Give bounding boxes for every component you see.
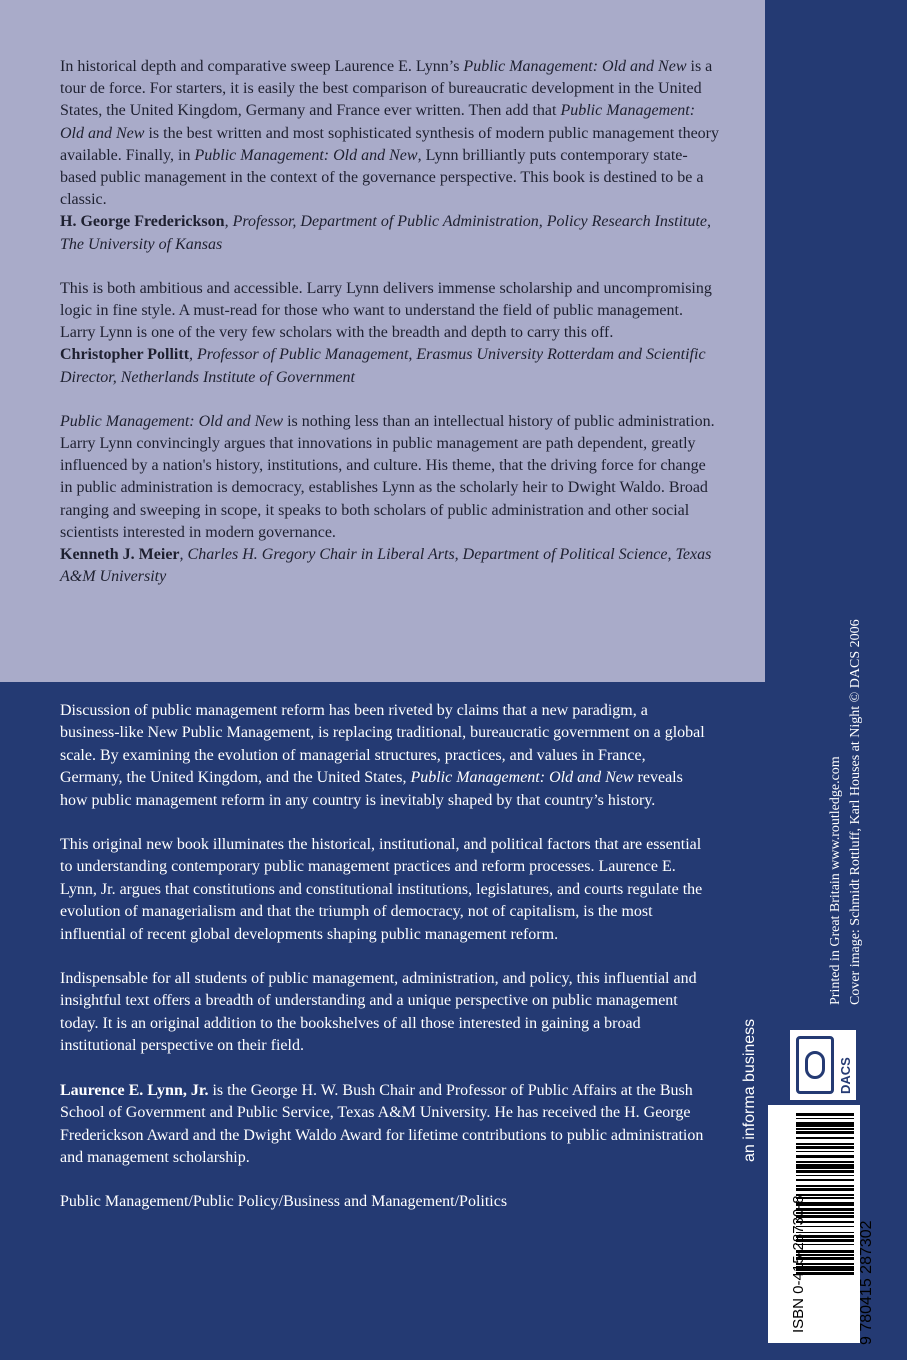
barcode-bar — [796, 1118, 854, 1120]
isbn-number: ISBN 0-415-28730-8 — [790, 1195, 807, 1333]
description-paragraph: Discussion of public management reform has been riveted by claims that a new paradigm, a business-like New Public Management, is replacing traditional, bureaucratic government on a global scale. By examining the evolution of managerial structures, practices, and values in France, Germany, the United Kingdom, and the United States, Public Management: Old and New reveals how public management reform in any country is inevitably shaped by that country’s history. — [60, 702, 705, 809]
quote-attribution — [60, 211, 720, 255]
barcode-bar — [796, 1143, 854, 1145]
barcode-bar — [796, 1122, 854, 1127]
description-paragraph: This original new book illuminates the historical, institutional, and political factors that are essential to understanding contemporary public management practices and reform processes. Laurence E. Lynn, Jr. argues that constitutions and constitutional institutions, legislatures, and courts regulate the evolution of managerialism and that the triumph of democracy, not of capitalism, is the most influential of recent global developments shaping public management reform. — [60, 836, 703, 943]
author-bio: Laurence E. Lynn, Jr. is the George H. W. Bush Chair and Professor of Public Affairs at the Bush School of Government and Public Service, Texas A&M University. He has received the H. George Frederickson Award and the Dwight Waldo Award for lifetime contributions to public administration and management scholarship. — [60, 1081, 704, 1166]
barcode-bar — [796, 1170, 854, 1173]
barcode-bar — [796, 1146, 854, 1149]
barcode-bar — [796, 1188, 854, 1191]
barcode-bar — [796, 1175, 854, 1177]
dacs-logo — [790, 1030, 856, 1100]
dacs-logo-text: DACS — [838, 1057, 853, 1094]
description-paragraph: Indispensable for all students of public management, administration, and policy, this influential and insightful text offers a breadth of understanding and a unique perspective on public management today. It is an original addition to the bookshelves of all those interested in gaining a broad institutional perspective on their field. — [60, 970, 697, 1055]
reviewer-affiliation: , Professor, Department of Public Administration, Policy Research Institute, The University of Kansas — [60, 213, 712, 253]
informa-business-label: an informa business — [741, 1018, 758, 1162]
reviewer-affiliation: , Charles H. Gregory Chair in Liberal Arts, Department of Political Science, Texas A&M University — [60, 546, 712, 586]
reviewer-name: Christopher Pollitt — [60, 346, 190, 364]
barcode-bar — [796, 1151, 854, 1153]
quote-text: In historical depth and comparative sweep Laurence E. Lynn’s Public Management: Old and New is a tour de force. For starters, it is easily the best comparison of bureaucratic development in the United States, the United Kingdom, Germany and France ever written. Then add that Public Management: Old and New is the best written and most sophisticated synthesis of modern public management theory available. Finally, in Public Management: Old and New, Lynn brilliantly puts contemporary state-based public management in the context of the governance perspective. This book is destined to be a classic. — [60, 58, 720, 209]
barcode-bar — [796, 1137, 854, 1139]
quote-text: Public Management: Old and New is nothing less than an intellectual history of public administration. Larry Lynn convincingly argues that innovations in public management are path dependent, greatly influenced by a nation's history, institutions, and culture. His theme, that the driving force for change in public administration is democracy, establishes Lynn as the scholarly heir to Dwight Waldo. Broad ranging and sweeping in scope, it speaks to both scholars of public administration and other social scientists interested in modern governance. — [60, 412, 715, 541]
cover-image-credit: Cover image: Schmidt Rottluff, Karl Houses at Night © DACS 2006 — [848, 619, 863, 1005]
isbn-barcode — [768, 1105, 860, 1343]
reviewer-name: H. George Frederickson — [60, 213, 225, 231]
book-description — [60, 700, 710, 1236]
barcode-bar — [796, 1164, 854, 1169]
ean-number: 9 780415 287302 — [858, 1220, 875, 1345]
reviewer-affiliation: , Professor of Public Management, Erasmus University Rotterdam and Scientific Director, Netherlands Institute of Government — [60, 346, 706, 386]
barcode-bar — [796, 1179, 854, 1181]
subject-categories: Public Management/Public Policy/Business and Management/Politics — [60, 1193, 508, 1211]
barcode-bar — [796, 1128, 854, 1130]
reviewer-name: Kenneth J. Meier — [60, 546, 180, 564]
cover-credits — [826, 619, 866, 1005]
review-quotes — [60, 56, 720, 610]
review-quote — [60, 411, 720, 589]
quote-text: This is both ambitious and accessible. Larry Lynn delivers immense scholarship and uncompromising logic in fine style. A must-read for those who want to understand the field of public management. Larry Lynn is one of the very few scholars with the breadth and depth to carry this off. — [60, 279, 712, 342]
printed-line: Printed in Great Britain www.routledge.com — [828, 756, 843, 1005]
barcode-bar — [796, 1161, 854, 1163]
review-quote — [60, 278, 720, 389]
barcode-bar — [796, 1131, 854, 1134]
author-name: Laurence E. Lynn, Jr. — [60, 1081, 209, 1099]
barcode-bar — [796, 1155, 854, 1158]
quote-attribution — [60, 544, 720, 588]
review-quote — [60, 56, 720, 256]
quote-attribution — [60, 344, 720, 388]
dacs-logo-mark — [796, 1036, 834, 1094]
barcode-bar — [796, 1185, 854, 1187]
barcode-bar — [796, 1113, 854, 1116]
